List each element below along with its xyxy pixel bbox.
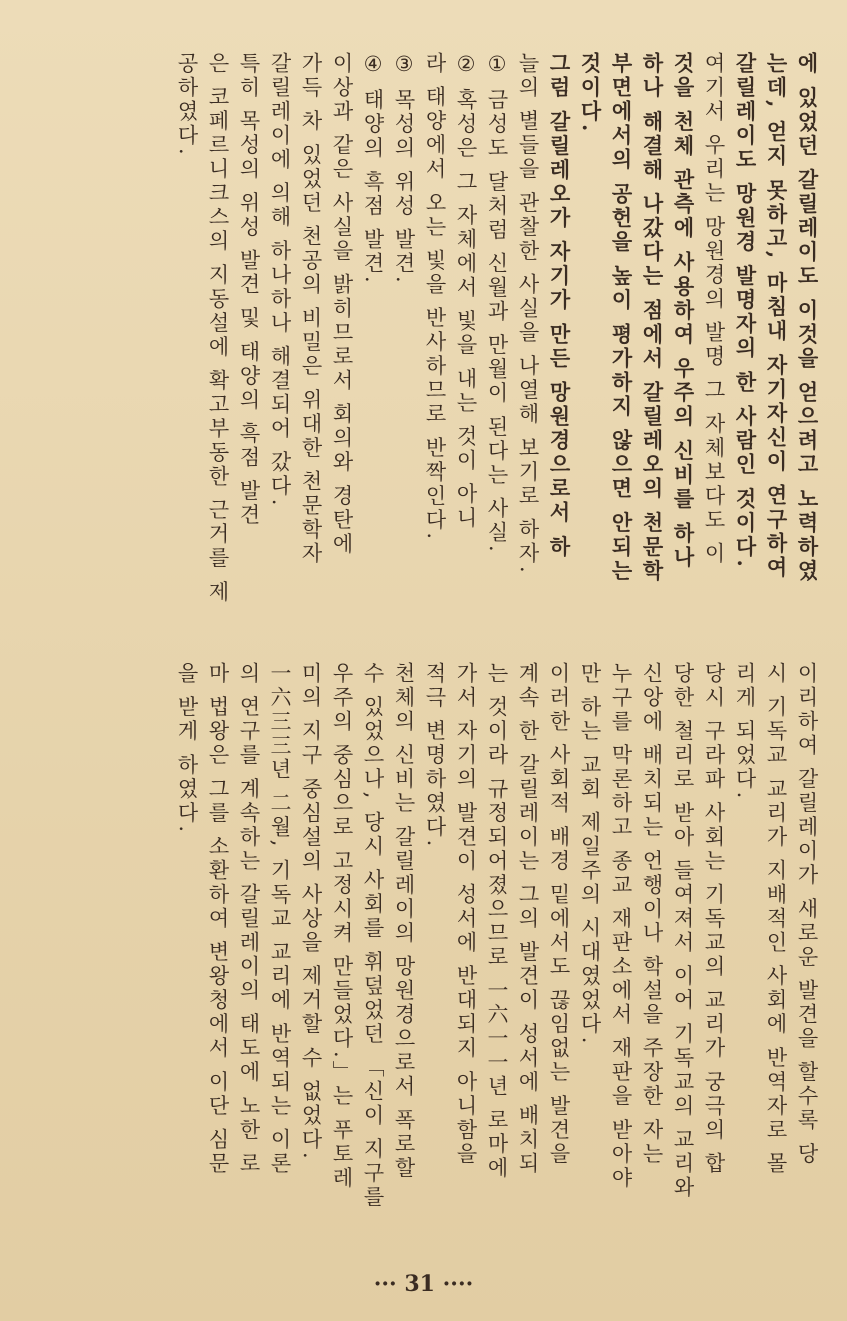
text-column: 여기서 우리는 망원경의 발명 그 자체보다도 이: [702, 52, 726, 567]
text-column: 는 것이라 규정되어졌으므로 一六一一년 로마에: [485, 662, 509, 1181]
text-column: 계속 한 갈릴레이는 그의 발견이 성서에 배치되: [516, 662, 540, 1177]
text-column: 의 연구를 계속하는 갈릴레이의 태도에 노한 로: [237, 662, 261, 1177]
text-column: 만 하는 교회 제일주의 시대였었다.: [578, 662, 602, 1047]
text-column: 이러한 사회적 배경 밑에서도 끊임없는 발견을: [547, 662, 571, 1167]
text-column: 갈릴레이에 의해 하나하나 해결되어 갔다.: [268, 52, 292, 509]
lower-text-block: [172, 662, 823, 1222]
text-column: 특히 목성의 위성 발견 및 태양의 흑점 발견: [237, 52, 261, 528]
text-column: 적극 변명하였다.: [423, 662, 447, 850]
text-column: 것이다.: [578, 52, 603, 135]
text-column: ② 혹성은 그 자체에서 빛을 내는 것이 아니: [454, 52, 478, 531]
text-column: 하나 해결해 나갔다는 점에서 갈릴레오의 천문학: [640, 52, 665, 584]
text-column: 一六三三년 二월, 기독교 교리에 반역되는 이론: [268, 662, 292, 1177]
text-column: 것을 천체 관측에 사용하여 우주의 신비를 하나: [671, 52, 696, 570]
text-column: 누구를 막론하고 종교 재판소에서 재판을 받아야: [609, 662, 633, 1191]
text-column: 늘의 별들을 관찰한 사실을 나열해 보기로 하자.: [516, 52, 540, 576]
upper-text-block: [172, 52, 823, 637]
text-column: 라 태양에서 오는 빛을 반사하므로 반짝인다.: [423, 52, 447, 543]
text-column: 천체의 신비는 갈릴레이의 망원경으로서 폭로할: [392, 662, 416, 1181]
text-column: 을 받게 하였다.: [175, 662, 199, 836]
text-column: 마 법왕은 그를 소환하여 변왕청에서 이단 심문: [206, 662, 230, 1177]
text-column: 공하였다.: [175, 52, 199, 158]
text-column: 당한 철리로 받아 들여져서 이어 기독교의 교리와: [671, 662, 695, 1201]
text-column: 우주의 중심으로 고정시켜 만들었다.」는 푸토레: [330, 662, 354, 1191]
text-column: ① 금성도 달처럼 신월과 만월이 된다는 사실.: [485, 52, 509, 555]
text-column: 그럼 갈릴레오가 자기가 만든 망원경으로서 하: [547, 52, 572, 560]
text-column: ④ 태양의 흑점 발견.: [361, 52, 385, 286]
text-column: 이리하여 갈릴레이가 새로운 발견을 할수록 당: [795, 662, 819, 1167]
text-column: 가득 차 있었던 천공의 비밀은 위대한 천문학자: [299, 52, 323, 567]
text-column: 가서 자기의 발견이 성서에 반대되지 아니함을: [454, 662, 478, 1167]
text-column: 신앙에 배치되는 언행이나 학설을 주장한 자는: [640, 662, 664, 1167]
text-column: 은 코페르니크스의 지동설에 확고부동한 근거를 제: [206, 52, 230, 605]
text-column: 리게 되었다.: [733, 662, 757, 802]
text-column: 당시 구라파 사회는 기독교의 교리가 궁극의 합: [702, 662, 726, 1177]
text-column: 수 있었으나, 당시 사회를 휘덮었던 「신이 지구를: [361, 662, 385, 1210]
text-column: 이상과 같은 사실을 밝히므로서 회의와 경탄에: [330, 52, 354, 557]
page-number: ··· 31 ····: [373, 1271, 474, 1297]
text-column: 는데, 얻지 못하고, 마침내 자기자신이 연구하여: [764, 52, 789, 581]
text-column: 갈릴레이도 망원경 발명자의 한 사람인 것이다.: [733, 52, 758, 570]
text-column: ③ 목성의 위성 발견.: [392, 52, 416, 286]
text-column: 시 기독교 교리가 지배적인 사회에 반역자로 몰: [764, 662, 788, 1177]
text-column: 부면에서의 공헌을 높이 평가하지 않으면 안되는: [609, 52, 634, 584]
text-column: 에 있었던 갈릴레이도 이것을 얻으려고 노력하였: [795, 52, 820, 584]
text-column: 미의 지구 중심설의 사상을 제거할 수 없었다.: [299, 662, 323, 1162]
